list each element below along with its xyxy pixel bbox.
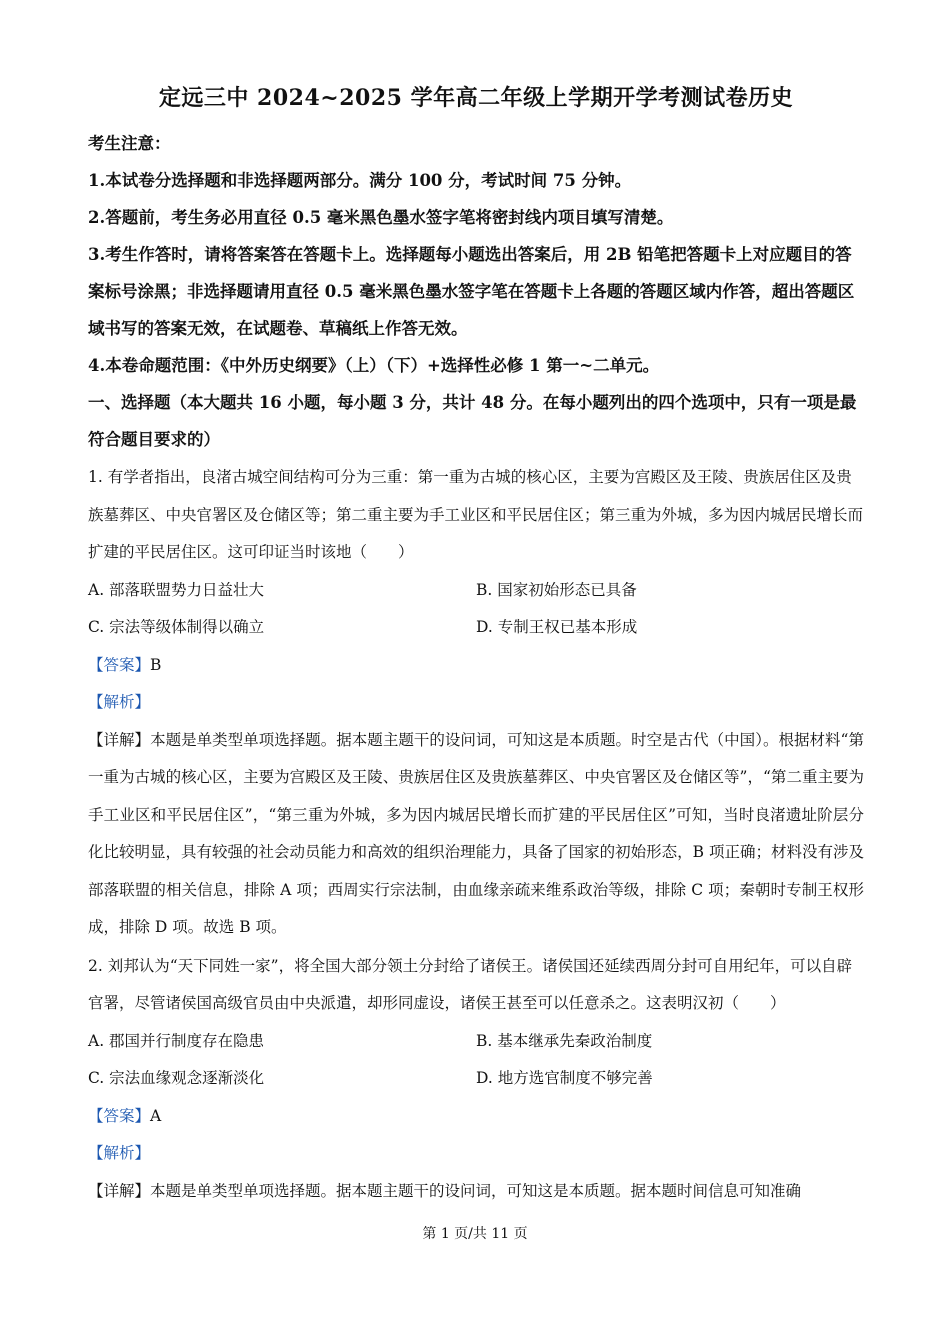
- notice-heading: 考生注意：: [88, 134, 171, 153]
- answer-value: B: [150, 655, 162, 674]
- analysis-line: [88, 684, 864, 722]
- option-c: C. 宗法血缘观念逐渐淡化: [88, 1069, 265, 1087]
- notice-item: 2.答题前，考生务必用直径 0.5 毫米黑色墨水签字笔将密封线内项目填写清楚。: [88, 208, 674, 227]
- option-a: A. 部落联盟势力日益壮大: [88, 580, 265, 599]
- answer-line: [88, 647, 864, 685]
- analysis-line: [88, 1135, 864, 1173]
- question-options: [88, 572, 864, 647]
- answer-tag: 【答案】: [88, 655, 151, 674]
- question-stem: 2. 刘邦认为“天下同姓一家”，将全国大部分领土分封给了诸侯王。诸侯国还延续西周分封可自用纪年，可以自辟官署，尽管诸侯国高级官员由中央派遣，却形同虚设，诸侯王甚至可以任意杀之。这表明汉初（ ）: [88, 956, 853, 1012]
- detail-text: 本题是单类型单项选择题。据本题主题干的设问词，可知这是本质题。时空是古代（中国）。根据材料“第一重为古城的核心区，主要为宫殿区及王陵、贵族居住区及贵族墓葬区、中央官署区及仓储区等”，“第二重主要为手工业区和平民居住区”，“第三重为外城，多为因内城居民增长而扩建的平民居住区”可知，当时良渚遗址阶层分化比较明显，具有较强的社会动员能力和高效的组织治理能力，具备了国家的初始形态，B 项正确；材料没有涉及部落联盟的相关信息，排除 A 项；西周实行宗法制，由血缘亲疏来维系政治等级，排除 C 项；秦朝时专制王权形成，排除 D 项。故选 B 项。: [88, 730, 864, 936]
- page-footer: 第 1 页/共 11 页: [422, 1226, 528, 1242]
- detail-text: 本题是单类型单项选择题。据本题主题干的设问词，可知这是本质题。据本题时间信息可知准确: [150, 1181, 802, 1200]
- notice-item: 4.本卷命题范围：《中外历史纲要》（上）（下）+选择性必修 1 第一~二单元。: [88, 356, 660, 375]
- detail-paragraph: [88, 722, 864, 947]
- option-c: C. 宗法等级体制得以确立: [88, 618, 265, 636]
- option-b: B. 国家初始形态已具备: [476, 580, 637, 599]
- page-title: 定远三中 2024~2025 学年高二年级上学期开学考测试卷历史: [158, 85, 794, 111]
- analysis-tag: 【解析】: [88, 1144, 151, 1162]
- option-d: D. 地方选官制度不够完善: [476, 1069, 653, 1087]
- answer-line: [88, 1098, 864, 1136]
- notice-item: 1.本试卷分选择题和非选择题两部分。满分 100 分，考试时间 75 分钟。: [88, 171, 632, 190]
- section-heading: 一、选择题（本大题共 16 小题，每小题 3 分，共计 48 分。在每小题列出的四个选项中，只有一项是最符合题目要求的）: [88, 393, 857, 449]
- option-d: D. 专制王权已基本形成: [476, 618, 638, 636]
- question-stem: 1. 有学者指出，良渚古城空间结构可分为三重：第一重为古城的核心区，主要为宫殿区及王陵、贵族居住区及贵族墓葬区、中央官署区及仓储区等；第二重主要为手工业区和平民居住区；第三重为外城，多为因内城居民增长而扩建的平民居住区。这可印证当时该地（ ）: [88, 468, 864, 561]
- question-options: [88, 1023, 864, 1098]
- option-a: A. 郡国并行制度存在隐患: [88, 1031, 265, 1050]
- detail-tag: 【详解】: [88, 1181, 151, 1200]
- notice-item: 3.考生作答时，请将答案答在答题卡上。选择题每小题选出答案后，用 2B 铅笔把答题卡上对应题目的答案标号涂黑；非选择题请用直径 0.5 毫米黑色墨水签字笔在答题卡上各题的答题区域内作答，超出答题区域书写的答案无效，在试题卷、草稿纸上作答无效。: [88, 245, 855, 338]
- detail-tag: 【详解】: [88, 730, 151, 749]
- document-page: [88, 78, 864, 1210]
- answer-value: A: [150, 1106, 162, 1125]
- answer-tag: 【答案】: [88, 1106, 151, 1125]
- option-b: B. 基本继承先秦政治制度: [476, 1031, 653, 1050]
- detail-paragraph: [88, 1173, 864, 1211]
- analysis-tag: 【解析】: [88, 693, 151, 711]
